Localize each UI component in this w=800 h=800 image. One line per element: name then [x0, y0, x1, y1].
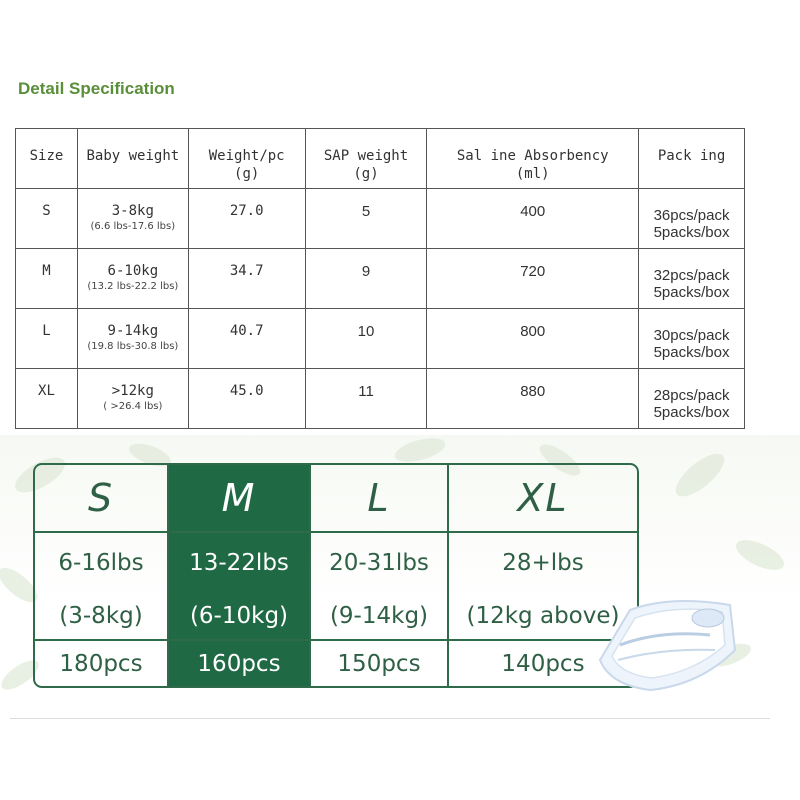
cell-weight-pc: 27.0 — [188, 189, 305, 249]
section-title: Detail Specification — [18, 79, 175, 98]
lbs-range-l: 20-31lbs — [309, 533, 447, 593]
header-weight-pc: Weight/pc (g) — [188, 129, 305, 189]
kg-range-m: (6-10kg) — [167, 593, 309, 641]
cell-size: XL — [16, 369, 78, 429]
cell-baby-weight: >12kg ( >26.4 lbs) — [77, 369, 188, 429]
cell-sap: 9 — [305, 249, 427, 309]
cell-sap: 11 — [305, 369, 427, 429]
cell-absorbency: 400 — [427, 189, 639, 249]
cell-size: M — [16, 249, 78, 309]
cell-baby-weight: 6-10kg (13.2 lbs-22.2 lbs) — [77, 249, 188, 309]
size-chart — [33, 463, 639, 688]
cell-packing: 28pcs/pack 5packs/box — [639, 369, 745, 429]
cell-baby-weight: 9-14kg (19.8 lbs-30.8 lbs) — [77, 309, 188, 369]
size-label-xl: XL — [447, 465, 637, 533]
table-row — [16, 249, 745, 309]
lbs-range-m: 13-22lbs — [167, 533, 309, 593]
cell-weight-pc: 45.0 — [188, 369, 305, 429]
table-row — [16, 369, 745, 429]
spec-header-row — [16, 129, 745, 189]
divider — [10, 718, 770, 719]
header-size: Size — [16, 129, 78, 189]
kg-range-l: (9-14kg) — [309, 593, 447, 641]
header-packing: Pack ing — [639, 129, 745, 189]
size-label-s: S — [35, 465, 167, 533]
cell-size: L — [16, 309, 78, 369]
lbs-range-s: 6-16lbs — [58, 550, 144, 576]
diaper-image-icon — [590, 590, 740, 700]
cell-absorbency: 720 — [427, 249, 639, 309]
cell-sap: 10 — [305, 309, 427, 369]
table-row — [16, 309, 745, 369]
lbs-range-xl: 28+lbs — [447, 533, 637, 593]
size-label-l: L — [309, 465, 447, 533]
table-row — [16, 189, 745, 249]
cell-absorbency: 880 — [427, 369, 639, 429]
cell-packing: 36pcs/pack 5packs/box — [639, 189, 745, 249]
kg-range-s: (3-8kg) — [35, 593, 167, 641]
cell-weight-pc: 40.7 — [188, 309, 305, 369]
pcs-count-s: 180pcs — [59, 650, 143, 677]
cell-weight-pc: 34.7 — [188, 249, 305, 309]
cell-packing: 30pcs/pack 5packs/box — [639, 309, 745, 369]
size-label-m: M — [167, 465, 309, 533]
cell-size: S — [16, 189, 78, 249]
cell-packing: 32pcs/pack 5packs/box — [639, 249, 745, 309]
cell-sap: 5 — [305, 189, 427, 249]
pcs-count-m: 160pcs — [167, 641, 309, 686]
pcs-count-xl: 140pcs — [447, 641, 637, 686]
pcs-count-l: 150pcs — [309, 641, 447, 686]
header-saline-absorbency: Sal ine Absorbency (ml) — [427, 129, 639, 189]
spec-table — [15, 128, 745, 429]
cell-baby-weight: 3-8kg (6.6 lbs-17.6 lbs) — [77, 189, 188, 249]
kg-range-xl: (12kg above) — [447, 593, 637, 641]
header-sap-weight: SAP weight (g) — [305, 129, 427, 189]
cell-absorbency: 800 — [427, 309, 639, 369]
header-baby-weight: Baby weight — [77, 129, 188, 189]
